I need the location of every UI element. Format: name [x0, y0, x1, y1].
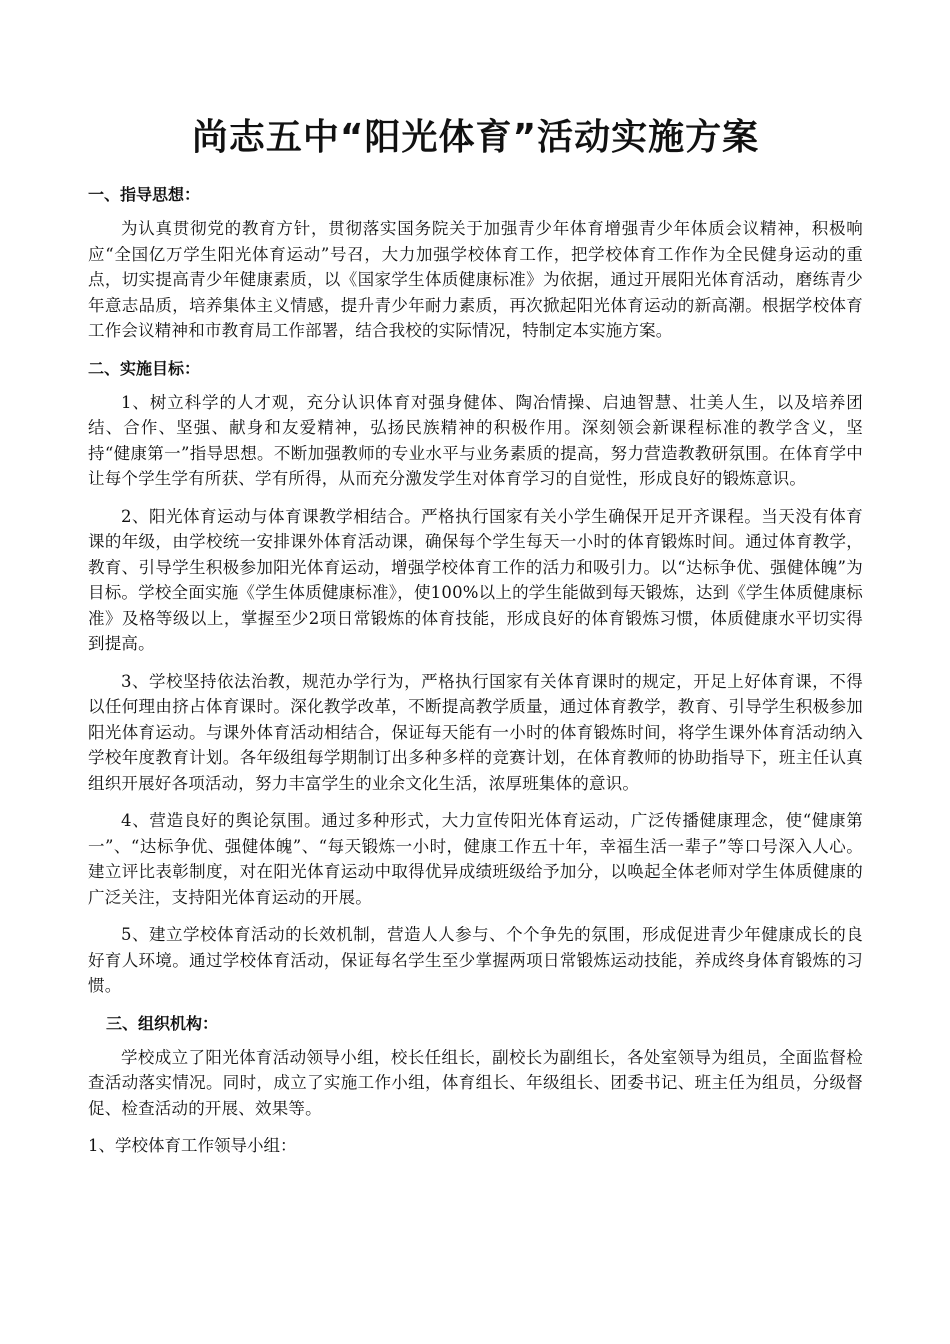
paragraph-goal-5: 5、建立学校体育活动的长效机制，营造人人参与、个个争先的氛围，形成促进青少年健康成长的良好育人环境。通过学校体育活动，保证每名学生至少掌握两项日常锻炼运动技能，养成终身体育锻炼的习惯。 — [88, 925, 863, 995]
section-heading-goals: 二、实施目标： — [88, 358, 201, 378]
section-heading-guiding-thought: 一、指导思想： — [88, 185, 201, 204]
paragraph-goal-3: 3、学校坚持依法治教，规范办学行为，严格执行国家有关体育课时的规定，开足上好体育课，不得以任何理由挤占体育课时。深化教学改革，不断提高教学质量，通过体育教学，教育、引导学生积极参加阳光体育运动。与课外体育活动相结合，保证每天能有一小时的体育锻炼时间，将学生课外体育活动纳入学校年度教育计划。各年级组每学期制订出多种多样的竞赛计划，在体育教师的协助指导下，班主任认真组织开展好各项活动，努力丰富学生的业余文化生活，浓厚班集体的意识。 — [88, 671, 863, 793]
paragraph-goal-2: 2、阳光体育运动与体育课教学相结合。严格执行国家有关小学生确保开足开齐课程。当天没有体育课的年级，由学校统一安排课外体育活动课，确保每个学生每天一小时的体育锻炼时间。通过体育教学，教育、引导学生积极参加阳光体育运动，增强学校体育工作的活力和吸引力。以“达标争优、强健体魄”为目标。学校全面实施《学生体质健康标准》，使100%以上的学生能做到每天锻炼，达到《学生体质健康标准》及格等级以上，掌握至少2项日常锻炼的体育技能，形成良好的体育锻炼习惯，体质健康水平切实得到提高。 — [88, 506, 863, 653]
subheading-leadership-group: 1、学校体育工作领导小组： — [88, 1136, 297, 1155]
paragraph-goal-1: 1、树立科学的人才观，充分认识体育对强身健体、陶冶情操、启迪智慧、壮美人生，以及培养团结、合作、坚强、献身和友爱精神，弘扬民族精神的积极作用。深刻领会新课程标准的教学含义，坚持“健康第一”指导思想。不断加强教师的专业水平与业务素质的提高，努力营造教教研氛围。在体育学中让每个学生学有所获、学有所得，从而充分激发学生对体育学习的自觉性，形成良好的锻炼意识。 — [88, 392, 863, 488]
section-heading-organization: 三、组织机构： — [106, 1013, 219, 1033]
paragraph-goal-4: 4、营造良好的舆论氛围。通过多种形式，大力宣传阳光体育运动，广泛传播健康理念，使“健康第一”、“达标争优、强健体魄”、“每天锻炼一小时，健康工作五十年，幸福生活一辈子”等口号深入人心。建立评比表彰制度，对在阳光体育运动中取得优异成绩班级给予加分，以唤起全体老师对学生体质健康的广泛关注，支持阳光体育运动的开展。 — [88, 811, 863, 907]
document-title: 尚志五中“阳光体育”活动实施方案 — [191, 117, 760, 158]
paragraph-guiding-thought: 为认真贯彻党的教育方针，贯彻落实国务院关于加强青少年体育增强青少年体质会议精神，积极响应“全国亿万学生阳光体育运动”号召，大力加强学校体育工作，把学校体育工作作为全民健身运动的重点，切实提高青少年健康素质，以《国家学生体质健康标准》为依据，通过开展阳光体育活动，磨练青少年意志品质，培养集体主义情感，提升青少年耐力素质，再次掀起阳光体育运动的新高潮。根据学校体育工作会议精神和市教育局工作部署，结合我校的实际情况，特制定本实施方案。 — [88, 219, 863, 340]
document-page — [88, 108, 863, 1159]
paragraph-organization: 学校成立了阳光体育活动领导小组，校长任组长，副校长为副组长，各处室领导为组员，全面监督检查活动落实情况。同时，成立了实施工作小组，体育组长、年级组长、团委书记、班主任为组员，分级督促、检查活动的开展、效果等。 — [88, 1047, 863, 1118]
